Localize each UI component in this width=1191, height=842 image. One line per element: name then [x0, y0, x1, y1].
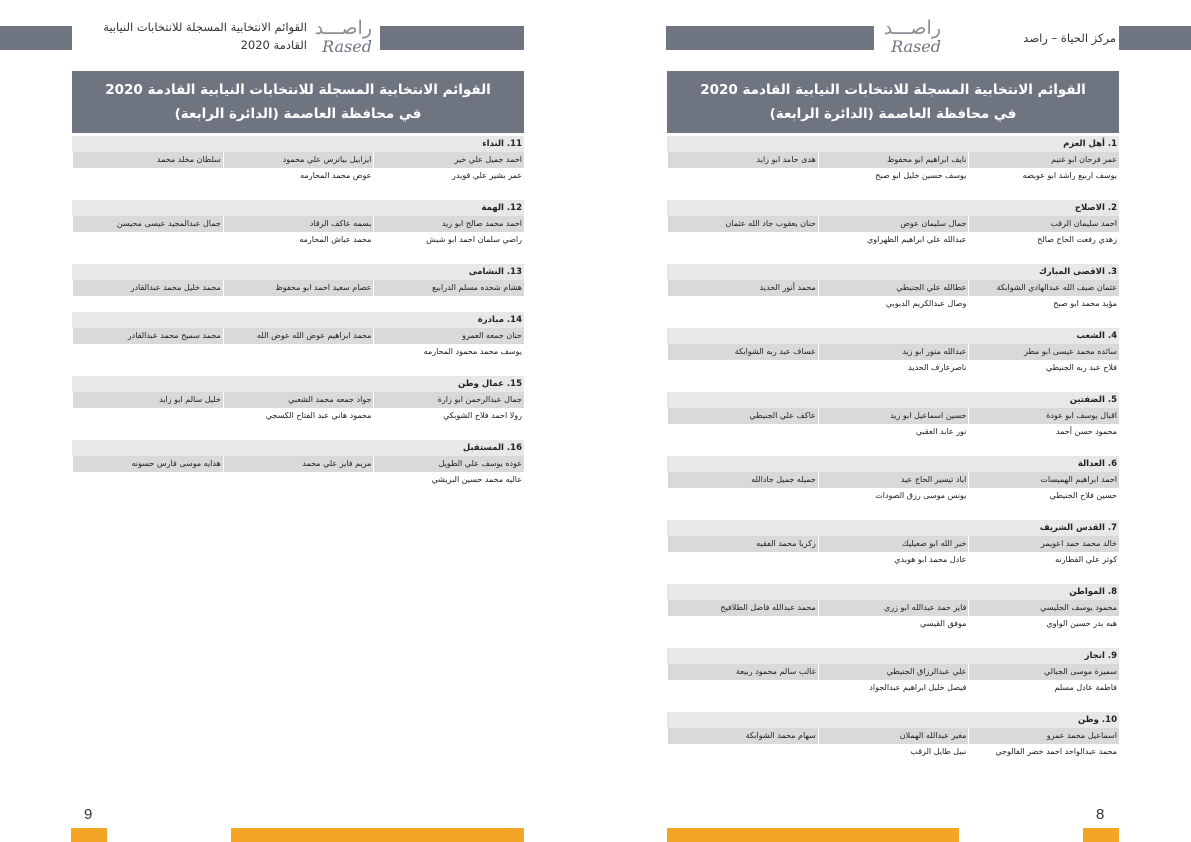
- candidate-row: [72, 152, 524, 168]
- candidate-row: [667, 664, 1119, 680]
- party-list-right: [667, 136, 1119, 760]
- candidate-name: عادل محمد ابو هويدي: [818, 552, 969, 568]
- candidate-name: [72, 472, 223, 488]
- candidate-name: مغير عبدالله الهملان: [818, 728, 969, 744]
- party-name: 1. أهل العزم: [667, 136, 1119, 152]
- candidate-name: [667, 680, 818, 696]
- candidate-row: [667, 728, 1119, 744]
- candidate-name: نبيل طايل الرقب: [818, 744, 969, 760]
- candidate-name: عاليه محمد حسين البريشي: [373, 472, 524, 488]
- party-name: 5. الضفتين: [667, 392, 1119, 408]
- candidate-name: [667, 296, 818, 312]
- candidate-name: سميرة موسى الجبالي: [968, 664, 1119, 680]
- party-name: 8. المواطن: [667, 584, 1119, 600]
- candidate-name: محمود هاني عبد الفتاح الكسجي: [223, 408, 374, 424]
- candidate-name: محمود يوسف الجليسي: [968, 600, 1119, 616]
- content-left: [72, 71, 524, 504]
- candidate-name: احمد ابراهيم الهميسات: [968, 472, 1119, 488]
- candidate-row: [667, 472, 1119, 488]
- candidate-name: كوثر علي القطارنه: [968, 552, 1119, 568]
- candidate-name: جمال عبدالرحمن ابو زارة: [373, 392, 524, 408]
- candidate-name: يوسف اربيع راشد ابو عويضه: [968, 168, 1119, 184]
- header-bar-right-edge: [1119, 26, 1191, 50]
- logo-left: [312, 18, 372, 56]
- candidate-name: سهام محمد الشوابكة: [667, 728, 818, 744]
- candidate-row: [667, 680, 1119, 696]
- candidate-name: محمد عياش المحارمه: [223, 232, 374, 248]
- footer-bar-small: [71, 828, 107, 842]
- candidate-row: [72, 216, 524, 232]
- candidate-name: عبدالله علي ابراهيم الظهراوي: [818, 232, 969, 248]
- party-name: 13. النشامى: [72, 264, 524, 280]
- candidate-name: نور عابد العقبي: [818, 424, 969, 440]
- candidate-name: جمال عبدالمجيد عيسى محيسن: [72, 216, 223, 232]
- candidate-name: راضي سلمان احمد ابو شيش: [373, 232, 524, 248]
- party-block: [72, 376, 524, 424]
- candidate-row: [667, 280, 1119, 296]
- candidate-name: اياد تيسير الحاج عيد: [818, 472, 969, 488]
- candidate-name: [72, 408, 223, 424]
- candidate-row: [667, 600, 1119, 616]
- party-block: [667, 712, 1119, 760]
- footer-bar-small: [1083, 828, 1119, 842]
- party-block: [667, 136, 1119, 184]
- candidate-row: [72, 472, 524, 488]
- party-name: 14. مبادرة: [72, 312, 524, 328]
- candidate-name: نايف ابراهيم ابو محفوظ: [818, 152, 969, 168]
- footer-bar-large: [667, 828, 959, 842]
- candidate-row: [72, 392, 524, 408]
- candidate-name: خير الله ابو صعيليك: [818, 536, 969, 552]
- candidate-name: فيصل خليل ابراهيم عبدالجواد: [818, 680, 969, 696]
- party-name: 10. وطن: [667, 712, 1119, 728]
- candidate-name: حنان يعقوب جاد الله عثمان: [667, 216, 818, 232]
- candidate-name: عوض محمد المحارمه: [223, 168, 374, 184]
- candidate-name: رولا احمد فلاح الشوبكي: [373, 408, 524, 424]
- candidate-name: [667, 744, 818, 760]
- logo-right: [881, 18, 941, 56]
- candidate-name: زهدي رفعت الحاج صالح: [968, 232, 1119, 248]
- title-line2: في محافظة العاصمة (الدائرة الرابعة): [769, 106, 1017, 122]
- candidate-name: ايزابيل بياترس علي محمود: [223, 152, 374, 168]
- party-name: 15. عمال وطن: [72, 376, 524, 392]
- party-name: 6. العدالة: [667, 456, 1119, 472]
- candidate-name: خليل سالم ابو زايد: [72, 392, 223, 408]
- page-left: [0, 0, 595, 842]
- candidate-name: محمد خليل محمد عبدالقادر: [72, 280, 223, 296]
- candidate-row: [667, 232, 1119, 248]
- party-name: 7. القدس الشريف: [667, 520, 1119, 536]
- candidate-name: [667, 360, 818, 376]
- candidate-name: موفق القيسي: [818, 616, 969, 632]
- candidate-row: [72, 408, 524, 424]
- content-right: [667, 71, 1119, 776]
- candidate-row: [667, 152, 1119, 168]
- candidate-name: وصال عبدالكريم الدبوبي: [818, 296, 969, 312]
- party-block: [667, 456, 1119, 504]
- candidate-name: احمد سليمان الرقب: [968, 216, 1119, 232]
- candidate-name: مريم فايز علي محمد: [223, 456, 374, 472]
- candidate-name: محمد عبدالواحد احمد خضر الفالوجي: [968, 744, 1119, 760]
- party-block: [72, 264, 524, 296]
- candidate-row: [72, 232, 524, 248]
- candidate-name: محمد ابراهيم عوض الله عوض الله: [223, 328, 374, 344]
- candidate-name: حنان جمعه العمرو: [373, 328, 524, 344]
- candidate-name: مؤيد محمد ابو صبح: [968, 296, 1119, 312]
- candidate-name: اسماعيل محمد عمرو: [968, 728, 1119, 744]
- title-line1: القوائم الانتخابية المسجلة للانتخابات النيابية القادمة 2020: [700, 82, 1086, 98]
- candidate-name: فاطمة عادل مسلم: [968, 680, 1119, 696]
- header-title-line1: القوائم الانتخابية المسجلة للانتخابات النيابية: [103, 20, 307, 34]
- candidate-name: فايز حمد عبدالله ابو زري: [818, 600, 969, 616]
- candidate-row: [667, 344, 1119, 360]
- candidate-row: [72, 456, 524, 472]
- candidate-name: سلطان مخلد محمد: [72, 152, 223, 168]
- title-line1: القوائم الانتخابية المسجلة للانتخابات النيابية القادمة 2020: [105, 82, 491, 98]
- candidate-name: [72, 344, 223, 360]
- candidate-name: حسين اسماعيل ابو زيد: [818, 408, 969, 424]
- candidate-row: [667, 408, 1119, 424]
- candidate-name: محمود حسن أحمد: [968, 424, 1119, 440]
- candidate-name: جميله جميل جادالله: [667, 472, 818, 488]
- candidate-row: [72, 280, 524, 296]
- candidate-name: [667, 488, 818, 504]
- candidate-name: [72, 168, 223, 184]
- party-list-left: [72, 136, 524, 488]
- candidate-name: عاكف علي الجنيطي: [667, 408, 818, 424]
- candidate-name: زكريا محمد الفقيه: [667, 536, 818, 552]
- candidate-name: [223, 344, 374, 360]
- party-name: 3. الاقصى المبارك: [667, 264, 1119, 280]
- candidate-name: جمال سليمان عوض: [818, 216, 969, 232]
- party-block: [72, 200, 524, 248]
- party-block: [667, 520, 1119, 568]
- candidate-name: [667, 552, 818, 568]
- candidate-name: محمد عبدالله فاضل الطلافيح: [667, 600, 818, 616]
- logo-arabic: راصـــد: [314, 17, 372, 39]
- title-line2: في محافظة العاصمة (الدائرة الرابعة): [174, 106, 422, 122]
- header-org: مركز الحياة – راصد: [1023, 31, 1116, 45]
- party-block: [72, 312, 524, 360]
- candidate-row: [667, 616, 1119, 632]
- footer-bar-large: [231, 828, 524, 842]
- candidate-name: يوسف حسين خليل ابو صبح: [818, 168, 969, 184]
- party-name: 4. الشعب: [667, 328, 1119, 344]
- candidate-name: يوسف محمد محمود المحارمه: [373, 344, 524, 360]
- candidate-name: هشام شحده مسلم الدرابيع: [373, 280, 524, 296]
- party-name: 12. الهمة: [72, 200, 524, 216]
- page-right: [596, 0, 1191, 842]
- logo-arabic: راصـــد: [883, 17, 941, 39]
- party-name: 16. المستقبل: [72, 440, 524, 456]
- candidate-name: عمر بشير علي قويدر: [373, 168, 524, 184]
- candidate-name: ناصرعارف الحديد: [818, 360, 969, 376]
- candidate-row: [667, 744, 1119, 760]
- logo-english: Rased: [322, 37, 372, 56]
- party-block: [72, 440, 524, 488]
- party-block: [667, 648, 1119, 696]
- party-block: [667, 200, 1119, 248]
- candidate-name: عساف عبد ربه الشوابكة: [667, 344, 818, 360]
- candidate-name: [667, 232, 818, 248]
- candidate-row: [72, 328, 524, 344]
- title-box-right: [667, 71, 1119, 133]
- header-bar-left-main: [380, 26, 524, 50]
- title-box-left: [72, 71, 524, 133]
- candidate-name: سائده محمد عيسى ابو مطر: [968, 344, 1119, 360]
- candidate-name: علي عبدالرزاق الجنيطي: [818, 664, 969, 680]
- candidate-name: [72, 232, 223, 248]
- candidate-name: خالد محمد حمد اعويمر: [968, 536, 1119, 552]
- candidate-name: [667, 424, 818, 440]
- candidate-row: [667, 424, 1119, 440]
- candidate-name: هدايه موسى فارس حسونه: [72, 456, 223, 472]
- candidate-row: [667, 536, 1119, 552]
- page-number: 9: [84, 806, 93, 823]
- candidate-name: عطالله علي الجنيطي: [818, 280, 969, 296]
- candidate-row: [667, 296, 1119, 312]
- candidate-name: احمد محمد صالح ابو زيد: [373, 216, 524, 232]
- candidate-name: حسين فلاح الجنيطي: [968, 488, 1119, 504]
- candidate-row: [667, 488, 1119, 504]
- party-name: 9. انجاز: [667, 648, 1119, 664]
- party-block: [667, 328, 1119, 376]
- candidate-row: [72, 344, 524, 360]
- candidate-name: [667, 168, 818, 184]
- candidate-row: [667, 168, 1119, 184]
- party-name: 11. النداء: [72, 136, 524, 152]
- header-title: [67, 18, 307, 54]
- candidate-name: محمد سميح محمد عبدالقادر: [72, 328, 223, 344]
- logo-english: Rased: [891, 37, 941, 56]
- header-bar-right-main: [666, 26, 874, 50]
- candidate-name: [667, 616, 818, 632]
- candidate-name: [223, 472, 374, 488]
- candidate-name: عوده يوسف علي الطويل: [373, 456, 524, 472]
- candidate-name: جواد جمعه محمد الشعبي: [223, 392, 374, 408]
- candidate-name: محمد أنور الحديد: [667, 280, 818, 296]
- party-block: [667, 264, 1119, 312]
- candidate-row: [72, 168, 524, 184]
- candidate-name: اقبال يوسف ابو عودة: [968, 408, 1119, 424]
- header-title-line2: القادمة 2020: [240, 38, 307, 52]
- candidate-name: غالب سالم محمود ربيعة: [667, 664, 818, 680]
- party-block: [667, 392, 1119, 440]
- candidate-name: هبه بدر حسين الواوي: [968, 616, 1119, 632]
- party-name: 2. الاصلاح: [667, 200, 1119, 216]
- page-number: 8: [1096, 806, 1105, 823]
- candidate-name: عبدالله منور ابو زيد: [818, 344, 969, 360]
- candidate-row: [667, 360, 1119, 376]
- candidate-name: عثمان ضيف الله عبدالهادي الشوابكة: [968, 280, 1119, 296]
- candidate-row: [667, 216, 1119, 232]
- candidate-name: بسمه عاكف الرقاد: [223, 216, 374, 232]
- party-block: [72, 136, 524, 184]
- candidate-name: عصام سعيد احمد ابو محفوظ: [223, 280, 374, 296]
- candidate-row: [667, 552, 1119, 568]
- candidate-name: عمر فرحان ابو غنيم: [968, 152, 1119, 168]
- candidate-name: يونس موسى رزق الصودات: [818, 488, 969, 504]
- party-block: [667, 584, 1119, 632]
- candidate-name: هدى حامد ابو زايد: [667, 152, 818, 168]
- candidate-name: فلاح عبد ربه الجنيطي: [968, 360, 1119, 376]
- header-bar-left-edge: [0, 26, 72, 50]
- candidate-name: احمد جميل علي خير: [373, 152, 524, 168]
